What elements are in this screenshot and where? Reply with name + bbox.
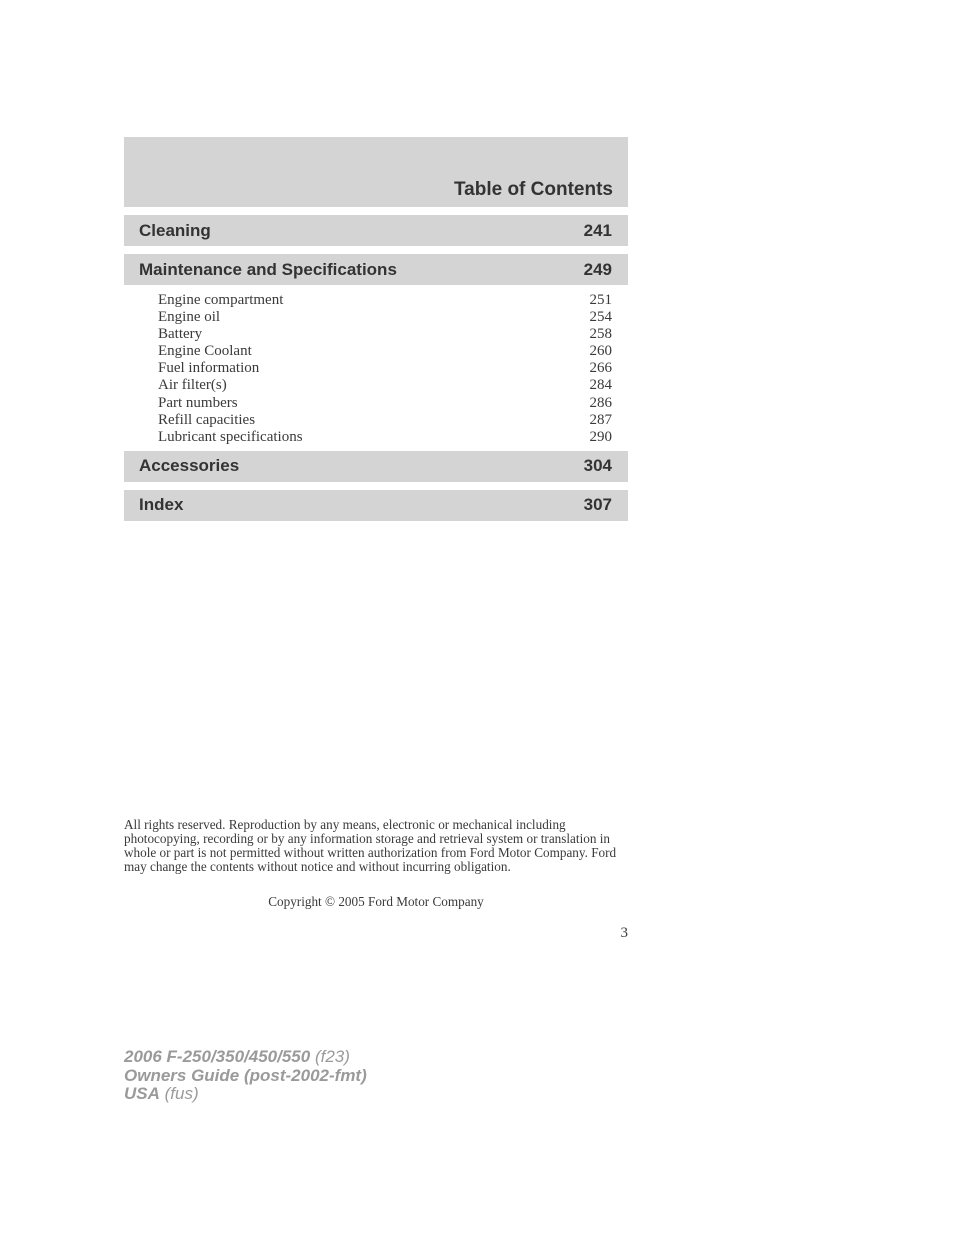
footer-line-1 <box>124 1048 367 1067</box>
footer-line-2 <box>124 1067 367 1086</box>
subitem-label: Lubricant specifications <box>158 428 303 445</box>
toc-section-cleaning[interactable] <box>124 215 628 246</box>
section-page: 304 <box>583 456 612 476</box>
copyright-line: Copyright © 2005 Ford Motor Company <box>268 894 484 909</box>
toc-sublist-maintenance <box>124 285 628 451</box>
subitem-page: 284 <box>589 377 612 394</box>
footer-line-3 <box>124 1085 367 1104</box>
page-number: 3 <box>620 925 628 941</box>
toc-subitem[interactable] <box>158 429 612 446</box>
toc-subitem[interactable] <box>158 377 612 394</box>
page-title: Table of Contents <box>453 179 613 200</box>
footer-model-code: (f23) <box>314 1047 350 1066</box>
section-label: Maintenance and Specifications <box>139 259 397 279</box>
footer-market: USA <box>124 1084 160 1103</box>
footer-model: 2006 F-250/350/450/550 <box>124 1047 311 1066</box>
subitem-label: Fuel information <box>158 360 260 377</box>
toc-header <box>124 137 628 207</box>
subitem-page: 254 <box>589 309 612 326</box>
subitem-label: Air filter(s) <box>158 377 227 394</box>
footer-market-code: (fus) <box>164 1084 199 1103</box>
subitem-label: Engine oil <box>158 309 221 326</box>
section-label: Accessories <box>139 456 240 476</box>
subitem-page: 286 <box>589 394 612 411</box>
subitem-page: 287 <box>589 411 612 428</box>
subitem-label: Part numbers <box>158 394 238 411</box>
section-page: 241 <box>583 220 612 240</box>
toc-section-accessories[interactable] <box>124 451 628 482</box>
subitem-label: Engine compartment <box>158 292 284 308</box>
section-label: Index <box>139 495 184 515</box>
toc-subitem[interactable] <box>158 343 612 360</box>
subitem-label: Battery <box>158 326 203 343</box>
subitem-page: 251 <box>589 292 612 308</box>
toc-subitem[interactable] <box>158 395 612 412</box>
subitem-page: 260 <box>589 343 612 360</box>
section-page: 307 <box>583 495 612 515</box>
subitem-page: 258 <box>589 326 612 343</box>
toc-subitem[interactable] <box>158 326 612 343</box>
subitem-label: Engine Coolant <box>158 343 252 360</box>
toc-section-maintenance[interactable] <box>124 254 628 285</box>
document-footer <box>124 1048 367 1104</box>
toc-subitem[interactable] <box>158 292 612 309</box>
footer-guide: Owners Guide (post-2002-fmt) <box>124 1065 367 1085</box>
legal-notice: All rights reserved. Reproduction by any means, electronic or mechanical including photocopying, recording or by any information storage and retrieval system or translation in whole or part is not permitted without written authorization from Ford Motor Company. Ford may change the contents without notice and without incurring obligation. <box>124 817 617 874</box>
table-of-contents <box>124 137 628 521</box>
subitem-page: 290 <box>589 428 612 445</box>
toc-subitem[interactable] <box>158 360 612 377</box>
subitem-label: Refill capacities <box>158 411 256 428</box>
toc-subitem[interactable] <box>158 309 612 326</box>
toc-subitem[interactable] <box>158 412 612 429</box>
toc-section-index[interactable] <box>124 490 628 521</box>
section-page: 249 <box>583 259 612 279</box>
section-label: Cleaning <box>139 220 211 240</box>
subitem-page: 266 <box>589 360 612 377</box>
